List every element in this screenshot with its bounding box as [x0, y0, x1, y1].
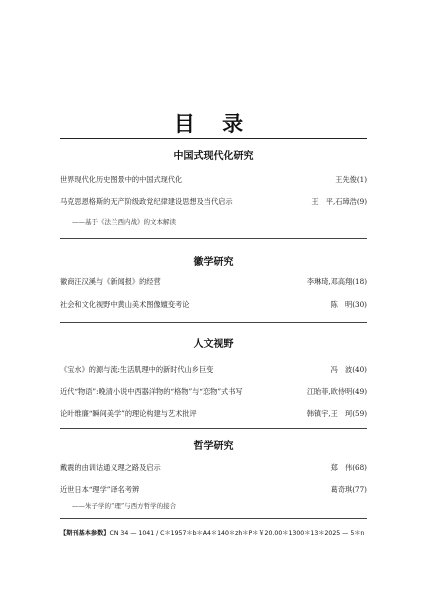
entry-author-page: 韩镇宇,王 珂(59) [306, 409, 367, 418]
toc-entry[interactable] [60, 276, 367, 288]
footer-label: 【期刊基本参数】 [60, 530, 110, 537]
entry-title: 近代“物语”:晚清小说中西器洋物的“格物”与“恋物”式书写 [60, 387, 243, 396]
section-modernization [60, 150, 367, 228]
entry-title: 《宝水》的源与流:生活肌理中的新时代山乡巨变 [60, 365, 214, 374]
section-divider [60, 428, 367, 429]
entry-subtitle: ——基于《法兰西内战》的文本解读 [72, 218, 176, 226]
entry-title: 论叶维廉“瞬间美学”的理论构建与艺术批评 [60, 409, 197, 418]
entry-title: 徽商汪汉溪与《新闻报》的经营 [60, 277, 161, 286]
section-title: 徽学研究 [193, 257, 234, 268]
toc-entry[interactable] [60, 196, 367, 208]
entry-author-page: 江眙菲,欧侍明(49) [306, 387, 367, 396]
section-title: 哲学研究 [193, 441, 234, 452]
page-title: 目 录 [173, 112, 254, 136]
entry-title: 戴震的由训诂通义理之路及启示 [60, 463, 161, 472]
section-title: 中国式现代化研究 [173, 151, 254, 162]
section-huizhou [60, 256, 367, 311]
entry-author-page: 葛奇琪(77) [330, 485, 367, 494]
entry-author-page: 冯 波(40) [330, 365, 367, 374]
entry-author-page: 李琳琦,邓高翔(18) [306, 277, 367, 286]
entry-subtitle: ——朱子学的“理”与西方哲学的接合 [72, 502, 177, 510]
journal-parameters [60, 528, 364, 537]
toc-entry[interactable] [60, 484, 367, 496]
entry-author-page: 王 平,石璋浩(9) [311, 197, 367, 206]
toc-entry[interactable] [60, 364, 367, 376]
section-divider [60, 518, 367, 519]
toc-entry[interactable] [60, 299, 367, 311]
footer-text: CN 34 — 1041 / C＊1957＊b＊A4＊140＊zh＊P＊￥20.00＊1300＊13＊2025 — 5＊n [109, 530, 365, 537]
entry-author-page: 郑 伟(68) [330, 463, 367, 472]
entry-title: 马克思恩格斯的无产阶级政党纪律建设思想及当代启示 [60, 197, 233, 206]
toc-entry-subtitle [60, 216, 367, 228]
entry-author-page: 王先俊(1) [335, 175, 367, 184]
title-divider [60, 138, 367, 139]
section-philosophy [60, 440, 367, 512]
entry-title: 近世日本“理学”译名考辨 [60, 485, 140, 494]
section-humanities [60, 338, 367, 420]
toc-entry[interactable] [60, 408, 367, 420]
section-divider [60, 238, 367, 239]
entry-title: 世界现代化历史图景中的中国式现代化 [60, 175, 183, 184]
toc-entry[interactable] [60, 386, 367, 398]
entry-title: 社会和文化视野中黄山美术图像嬗变考论 [60, 300, 190, 309]
section-divider [60, 322, 367, 323]
toc-entry[interactable] [60, 174, 367, 186]
entry-author-page: 陈 明(30) [330, 300, 367, 309]
toc-entry[interactable] [60, 462, 367, 474]
toc-entry-subtitle [60, 500, 367, 512]
section-title: 人文视野 [193, 339, 234, 350]
